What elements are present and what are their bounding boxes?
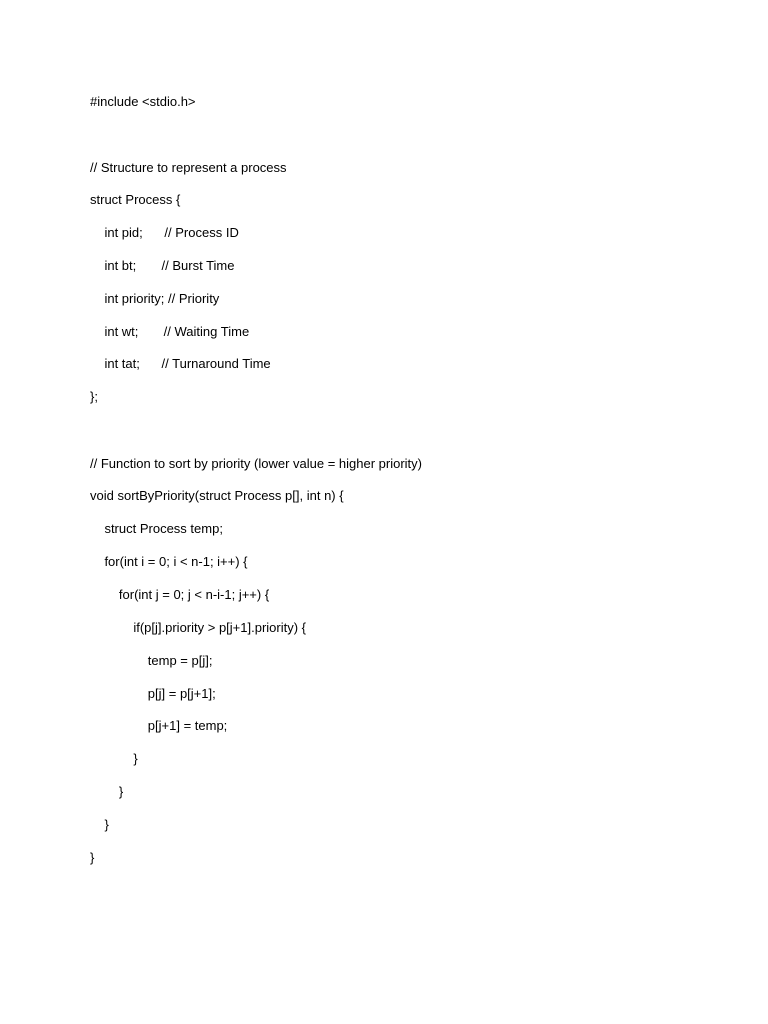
code-line: p[j] = p[j+1];: [90, 686, 216, 701]
code-line: int pid; // Process ID: [90, 225, 239, 240]
code-line: for(int i = 0; i < n-1; i++) {: [90, 554, 248, 569]
code-line: // Structure to represent a process: [90, 160, 287, 175]
code-line: temp = p[j];: [90, 653, 213, 668]
code-line: int priority; // Priority: [90, 291, 220, 306]
code-line: }: [90, 751, 138, 766]
code-line: #include <stdio.h>: [90, 94, 196, 109]
code-line: }: [90, 784, 124, 799]
code-line: int tat; // Turnaround Time: [90, 356, 271, 371]
code-line: }: [90, 817, 109, 832]
code-line: struct Process {: [90, 192, 181, 207]
code-line: };: [90, 389, 98, 404]
code-line: void sortByPriority(struct Process p[], int n) {: [90, 488, 344, 503]
code-line: p[j+1] = temp;: [90, 718, 228, 733]
code-line: // Function to sort by priority (lower value = higher priority): [90, 456, 422, 471]
code-line: int bt; // Burst Time: [90, 258, 235, 273]
code-line: if(p[j].priority > p[j+1].priority) {: [90, 620, 307, 635]
code-line: struct Process temp;: [90, 521, 223, 536]
code-line: for(int j = 0; j < n-i-1; j++) {: [90, 587, 270, 602]
code-line: }: [90, 850, 95, 865]
code-line: int wt; // Waiting Time: [90, 324, 250, 339]
